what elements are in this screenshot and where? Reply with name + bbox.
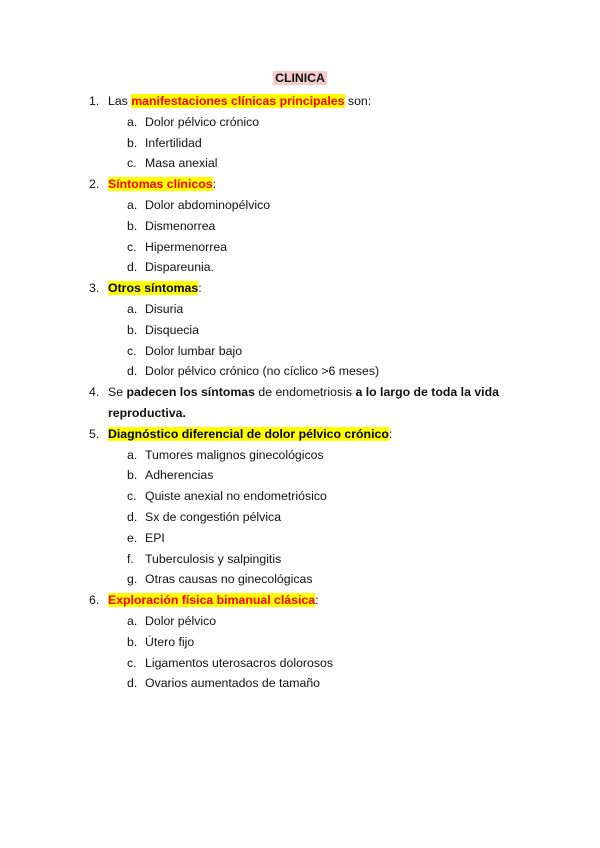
list-item-3 [0, 278, 600, 382]
sublist-item [0, 257, 600, 278]
sub-letter: a. [127, 613, 138, 628]
sub-text: Tumores malignos ginecológicos [145, 447, 324, 462]
sub-text: Dolor pélvico [145, 613, 217, 628]
sub-letter: f. [127, 551, 134, 566]
sublist-item [0, 507, 600, 528]
sublist-item [0, 445, 600, 466]
item-text-suffix: : [388, 426, 393, 441]
sub-text: EPI [145, 530, 165, 545]
sub-letter: a. [127, 447, 138, 462]
list-item-5 [0, 424, 600, 590]
sublist-item [0, 653, 600, 674]
sublist-2 [0, 195, 600, 278]
sub-letter: b. [127, 322, 138, 337]
sublist-item [0, 341, 600, 362]
sub-text: Dolor pélvico crónico (no cíclico >6 meses) [145, 364, 380, 379]
sub-letter: b. [127, 218, 138, 233]
sub-letter: c. [127, 489, 137, 504]
sub-text: Hipermenorrea [145, 239, 228, 254]
item-number: 2. [89, 177, 100, 192]
sub-letter: d. [127, 260, 138, 275]
item-text-suffix: : [212, 177, 216, 192]
sub-text: Tuberculosis y salpingitis [145, 551, 282, 566]
sub-text: Sx de congestión pélvica [145, 509, 282, 524]
sub-text: Dispareunia. [145, 260, 215, 275]
item-highlight: Exploración física bimanual clásica [108, 593, 316, 608]
sub-letter: a. [127, 197, 138, 212]
item-number: 5. [89, 426, 100, 441]
sublist-6 [0, 611, 600, 694]
sub-letter: d. [127, 364, 138, 379]
sub-text: Quiste anexial no endometriósico [145, 489, 327, 504]
sublist-item [0, 528, 600, 549]
sublist-item [0, 195, 600, 216]
item-number: 4. [89, 385, 100, 400]
sub-text: Dolor abdominopélvico [145, 197, 271, 212]
sub-letter: c. [127, 239, 137, 254]
item-number: 3. [89, 281, 100, 296]
sub-text: Otras causas no ginecológicas [145, 572, 313, 587]
sublist-item [0, 611, 600, 632]
sub-letter: b. [127, 468, 138, 483]
item-number: 6. [89, 593, 100, 608]
sub-letter: c. [127, 655, 137, 670]
title-text: CLINICA [275, 71, 325, 85]
sublist-item [0, 112, 600, 133]
item-highlight: Otros síntomas [108, 281, 199, 296]
sublist-item [0, 133, 600, 154]
item-highlight: Diagnóstico diferencial de dolor pélvico crónico [108, 426, 389, 441]
item-text-prefix: Se [108, 385, 127, 400]
sub-text: Dolor lumbar bajo [145, 343, 243, 358]
list-item-6 [0, 590, 600, 694]
sublist-item [0, 465, 600, 486]
sublist-item [0, 549, 600, 570]
sublist-5 [0, 445, 600, 591]
item-text-suffix: son: [344, 94, 372, 108]
sub-text: Adherencias [145, 468, 214, 483]
sub-text: Dolor pélvico crónico [145, 114, 260, 129]
sub-letter: g. [127, 572, 138, 587]
sub-text: Disuria [145, 301, 184, 316]
sub-text: Dismenorrea [145, 218, 216, 233]
sublist-item [0, 237, 600, 258]
document-title [0, 71, 600, 85]
sublist-item [0, 361, 600, 382]
sub-letter: e. [127, 530, 138, 545]
sub-letter: a. [127, 301, 138, 316]
item-bold-text: padecen los síntomas [126, 385, 255, 400]
sublist-item [0, 673, 600, 694]
sublist-item [0, 632, 600, 653]
main-list [0, 91, 600, 694]
sub-text: Infertilidad [145, 135, 202, 150]
sublist-1 [0, 112, 600, 174]
sub-letter: a. [127, 114, 138, 129]
item-number: 1. [89, 94, 100, 108]
sub-letter: b. [127, 634, 138, 649]
list-item-1 [0, 91, 600, 174]
sub-letter: d. [127, 509, 138, 524]
sub-letter: d. [127, 676, 138, 691]
sub-letter: c. [127, 156, 137, 171]
list-item-4 [0, 382, 600, 424]
sublist-item [0, 486, 600, 507]
item-text-middle: de endometriosis [254, 385, 356, 400]
sub-letter: b. [127, 135, 138, 150]
sublist-item [0, 569, 600, 590]
sub-letter: c. [127, 343, 137, 358]
sub-text: Ligamentos uterosacros dolorosos [145, 655, 333, 670]
item-bold-text: a lo largo de toda la vida reproductiva. [108, 385, 499, 420]
sublist-item [0, 216, 600, 237]
item-highlight: Síntomas clínicos [108, 177, 213, 192]
sub-text: Ovarios aumentados de tamaño [145, 676, 320, 691]
item-text-suffix: : [198, 281, 202, 296]
sublist-item [0, 320, 600, 341]
sublist-item [0, 299, 600, 320]
sub-text: Útero fijo [145, 634, 195, 649]
sub-text: Masa anexial [145, 156, 218, 171]
sublist-item [0, 153, 600, 174]
item-text-suffix: : [315, 593, 319, 608]
sub-text: Disquecia [145, 322, 199, 337]
item-text-prefix: Las [108, 94, 132, 108]
sublist-3 [0, 299, 600, 382]
item-highlight: manifestaciones clínicas principales [131, 94, 345, 108]
list-item-2 [0, 174, 600, 278]
